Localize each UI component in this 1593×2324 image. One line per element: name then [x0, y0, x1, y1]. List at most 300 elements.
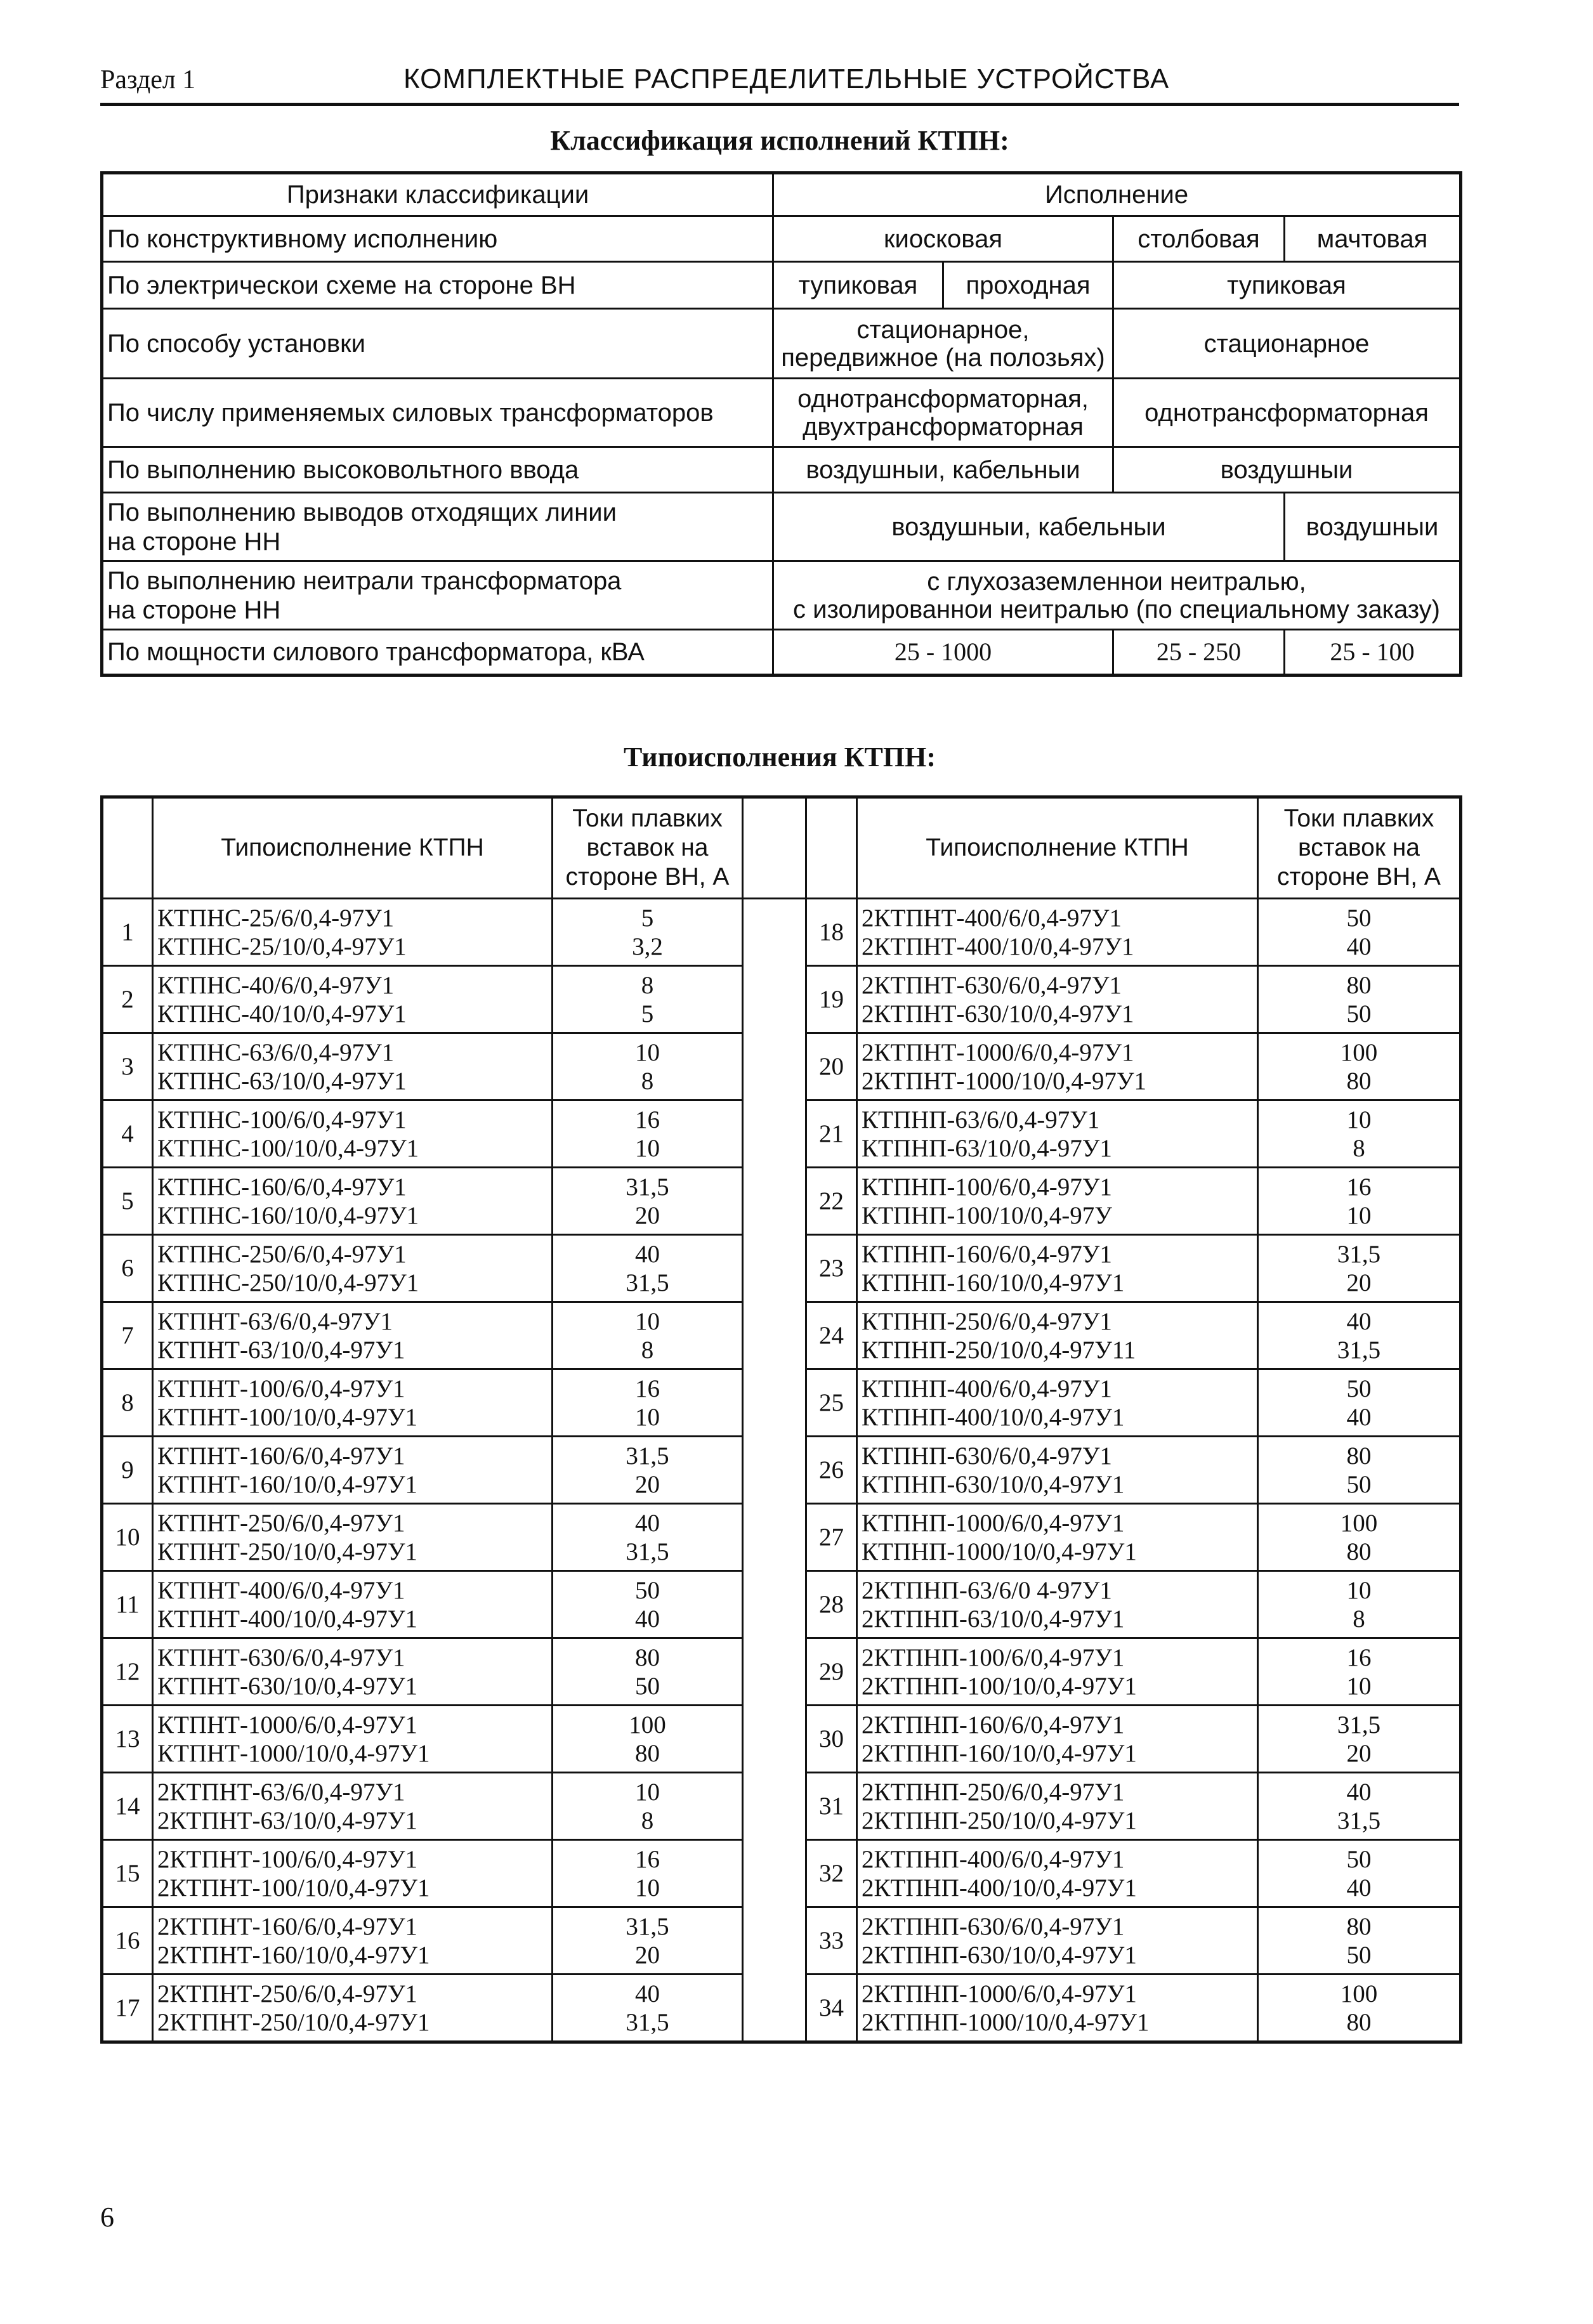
- type-line: 2КТПНТ-160/10/0,4-97У1: [157, 1941, 430, 1969]
- execution-cell: [773, 379, 1113, 447]
- row-number: [102, 966, 153, 1033]
- row-number-text: 18: [819, 918, 844, 946]
- table-row: [102, 1840, 1461, 1907]
- type-cell: [153, 1033, 553, 1100]
- header-line: стороне ВН, А: [565, 863, 730, 891]
- table-row: [102, 1033, 1461, 1100]
- row-number-text: 13: [115, 1725, 140, 1753]
- type-cell: [153, 1235, 553, 1302]
- type-cell: [857, 1437, 1258, 1504]
- table-row: [102, 1168, 1461, 1235]
- current-line: 40: [635, 1240, 660, 1268]
- type-cell: [857, 1302, 1258, 1369]
- section-label: Раздел 1: [100, 65, 196, 95]
- current-line: 50: [1346, 1374, 1372, 1402]
- current-cell: [1258, 1235, 1461, 1302]
- row-number-text: 5: [121, 1187, 134, 1215]
- type-cell: [153, 1100, 553, 1168]
- type-line: 2КТПНП-1000/6/0,4-97У1: [862, 1980, 1137, 2007]
- current-cell: [1258, 966, 1461, 1033]
- type-cell: [153, 1369, 553, 1437]
- execution-line: однотрансформаторная,: [797, 384, 1089, 413]
- current-cell: [1258, 1773, 1461, 1840]
- type-cell: [857, 1840, 1258, 1907]
- execution-cell: однотрансформаторная: [1113, 379, 1461, 447]
- current-line: 31,5: [626, 1269, 669, 1296]
- current-line: 80: [1346, 1912, 1372, 1940]
- execution-cell: 25 - 1000: [773, 630, 1113, 676]
- row-number: [806, 1437, 857, 1504]
- row-number: [102, 1975, 153, 2042]
- row-number-text: 32: [819, 1860, 844, 1887]
- type-line: КТПНП-100/10/0,4-97У: [862, 1201, 1112, 1229]
- column-header-number-left: [102, 797, 153, 899]
- row-number-text: 27: [819, 1524, 844, 1551]
- row-number-text: 23: [819, 1255, 844, 1282]
- row-number: [806, 1840, 857, 1907]
- current-line: 20: [1346, 1269, 1372, 1296]
- feature-line: По выполнению неитрали трансформатора: [107, 566, 622, 595]
- row-number: [806, 966, 857, 1033]
- table-row: [102, 1437, 1461, 1504]
- row-number: [102, 1504, 153, 1571]
- column-gap: [743, 1369, 806, 1437]
- current-cell: [553, 1033, 743, 1100]
- current-cell: [1258, 1840, 1461, 1907]
- table-row: [102, 966, 1461, 1033]
- row-number-text: 34: [819, 1994, 844, 2021]
- row-number-text: 17: [115, 1994, 140, 2021]
- column-gap: [743, 1235, 806, 1302]
- current-cell: [553, 1235, 743, 1302]
- row-number-text: 11: [115, 1591, 140, 1618]
- type-line: КТПНС-25/10/0,4-97У1: [157, 932, 407, 960]
- type-cell: [857, 1907, 1258, 1975]
- row-number: [806, 1100, 857, 1168]
- type-line: КТПНС-40/6/0,4-97У1: [157, 971, 395, 999]
- column-gap: [743, 1302, 806, 1369]
- row-number-text: 14: [115, 1792, 140, 1820]
- header-line: Токи плавких: [572, 805, 723, 832]
- current-cell: [553, 899, 743, 966]
- type-cell: [857, 899, 1258, 966]
- row-number: [102, 1907, 153, 1975]
- row-number: [806, 1235, 857, 1302]
- type-cell: [153, 1638, 553, 1706]
- type-line: КТПНС-40/10/0,4-97У1: [157, 1000, 407, 1028]
- type-line: КТПНП-100/6/0,4-97У1: [862, 1173, 1112, 1201]
- table-row: [102, 561, 1461, 630]
- execution-cell: столбовая: [1113, 216, 1285, 262]
- current-cell: [1258, 1975, 1461, 2042]
- column-header-execution: Исполнение: [773, 173, 1461, 216]
- current-cell: [1258, 1504, 1461, 1571]
- column-gap: [743, 1571, 806, 1638]
- type-line: 2КТПНТ-250/10/0,4-97У1: [157, 2008, 430, 2036]
- feature-label: По конструктивному исполнению: [102, 216, 773, 262]
- current-line: 20: [635, 1941, 660, 1969]
- row-number: [102, 1571, 153, 1638]
- current-line: 31,5: [1337, 1711, 1381, 1739]
- current-line: 100: [1340, 1509, 1378, 1537]
- current-cell: [1258, 1302, 1461, 1369]
- table-row: [102, 1369, 1461, 1437]
- type-line: 2КТПНП-160/10/0,4-97У1: [862, 1739, 1137, 1767]
- current-line: 100: [1340, 1980, 1378, 2007]
- current-line: 80: [1346, 1067, 1372, 1095]
- header-line: стороне ВН, А: [1277, 863, 1441, 891]
- table-row: [102, 630, 1461, 676]
- row-number-text: 9: [121, 1456, 134, 1484]
- type-line: КТПНП-630/10/0,4-97У1: [862, 1470, 1125, 1498]
- column-header-type-right: Типоисполнение КТПН: [857, 797, 1258, 899]
- current-line: 20: [635, 1201, 660, 1229]
- row-number-text: 4: [121, 1120, 134, 1147]
- row-number: [102, 1100, 153, 1168]
- current-cell: [553, 1437, 743, 1504]
- current-line: 31,5: [626, 1442, 669, 1470]
- type-line: 2КТПНТ-100/10/0,4-97У1: [157, 1874, 430, 1902]
- column-header-number-right: [806, 797, 857, 899]
- type-cell: [153, 1773, 553, 1840]
- table-row: [102, 262, 1461, 309]
- current-line: 10: [1346, 1576, 1372, 1604]
- current-line: 50: [1346, 1941, 1372, 1969]
- current-line: 5: [641, 1000, 654, 1028]
- header-line: вставок на: [1298, 834, 1420, 861]
- current-cell: [553, 1907, 743, 1975]
- current-line: 50: [1346, 1470, 1372, 1498]
- row-number: [102, 1369, 153, 1437]
- current-line: 10: [1346, 1106, 1372, 1133]
- row-number: [806, 1571, 857, 1638]
- current-line: 8: [641, 1806, 654, 1834]
- type-cell: [153, 1975, 553, 2042]
- current-line: 10: [635, 1307, 660, 1335]
- row-number: [806, 1706, 857, 1773]
- type-line: КТПНТ-250/10/0,4-97У1: [157, 1537, 417, 1565]
- type-line: КТПНТ-63/10/0,4-97У1: [157, 1336, 405, 1364]
- type-line: КТПНП-1000/6/0,4-97У1: [862, 1509, 1125, 1537]
- column-header-type-left: Типоисполнение КТПН: [153, 797, 553, 899]
- row-number: [806, 1773, 857, 1840]
- current-line: 50: [635, 1672, 660, 1700]
- type-line: 2КТПНТ-400/6/0,4-97У1: [862, 904, 1122, 932]
- type-line: КТПНП-400/10/0,4-97У1: [862, 1403, 1125, 1431]
- type-line: КТПНС-250/10/0,4-97У1: [157, 1269, 419, 1296]
- current-line: 20: [635, 1470, 660, 1498]
- current-line: 8: [641, 1067, 654, 1095]
- row-number: [102, 1706, 153, 1773]
- page-number: 6: [100, 2202, 114, 2233]
- current-line: 31,5: [626, 1537, 669, 1565]
- current-line: 16: [635, 1374, 660, 1402]
- current-cell: [553, 1369, 743, 1437]
- current-line: 40: [1346, 1403, 1372, 1431]
- execution-cell: воздушныи: [1113, 447, 1461, 493]
- table-row: [102, 1638, 1461, 1706]
- column-gap: [743, 1638, 806, 1706]
- row-number: [806, 899, 857, 966]
- row-number: [102, 1168, 153, 1235]
- current-line: 16: [635, 1845, 660, 1873]
- column-gap: [743, 1168, 806, 1235]
- current-line: 31,5: [1337, 1336, 1381, 1364]
- table-header-row: [102, 797, 1461, 899]
- type-line: 2КТПНП-630/10/0,4-97У1: [862, 1941, 1137, 1969]
- header-line: Токи плавких: [1283, 805, 1434, 832]
- type-line: КТПНП-630/6/0,4-97У1: [862, 1442, 1112, 1470]
- type-line: 2КТПНП-400/6/0,4-97У1: [862, 1845, 1125, 1873]
- table-row: [102, 1100, 1461, 1168]
- row-number-text: 3: [121, 1053, 134, 1080]
- current-line: 40: [635, 1605, 660, 1633]
- row-number-text: 28: [819, 1591, 844, 1618]
- page-header: [100, 58, 1459, 106]
- current-line: 80: [1346, 1537, 1372, 1565]
- type-line: КТПНС-25/6/0,4-97У1: [157, 904, 395, 932]
- type-cell: [153, 1168, 553, 1235]
- current-line: 8: [1353, 1605, 1365, 1633]
- type-line: 2КТПНТ-63/10/0,4-97У1: [157, 1806, 417, 1834]
- feature-label: [102, 493, 773, 561]
- type-line: 2КТПНП-250/10/0,4-97У1: [862, 1806, 1137, 1834]
- type-line: 2КТПНП-250/6/0,4-97У1: [862, 1778, 1125, 1806]
- current-cell: [553, 1302, 743, 1369]
- current-cell: [553, 1504, 743, 1571]
- type-line: КТПНС-160/10/0,4-97У1: [157, 1201, 419, 1229]
- type-line: 2КТПНТ-100/6/0,4-97У1: [157, 1845, 417, 1873]
- current-cell: [553, 1975, 743, 2042]
- row-number-text: 21: [819, 1120, 844, 1147]
- type-line: КТПНТ-160/6/0,4-97У1: [157, 1442, 405, 1470]
- table-row: [102, 1302, 1461, 1369]
- type-cell: [857, 1638, 1258, 1706]
- current-cell: [1258, 1437, 1461, 1504]
- type-line: 2КТПНТ-1000/6/0,4-97У1: [862, 1038, 1134, 1066]
- row-number-text: 29: [819, 1658, 844, 1685]
- type-cell: [857, 1706, 1258, 1773]
- type-line: КТПНТ-400/10/0,4-97У1: [157, 1605, 417, 1633]
- row-number-text: 16: [115, 1927, 140, 1954]
- current-line: 40: [1346, 932, 1372, 960]
- row-number-text: 19: [819, 986, 844, 1013]
- execution-line: с изолированнои неитралью (по специальному заказу): [793, 595, 1440, 623]
- row-number-text: 15: [115, 1860, 140, 1887]
- current-cell: [553, 1638, 743, 1706]
- execution-cell: проходная: [943, 262, 1113, 309]
- execution-cell: воздушныи, кабельныи: [773, 493, 1285, 561]
- current-line: 31,5: [1337, 1240, 1381, 1268]
- type-line: 2КТПНП-1000/10/0,4-97У1: [862, 2008, 1150, 2036]
- current-line: 10: [1346, 1201, 1372, 1229]
- variants-table: [100, 795, 1462, 2044]
- row-number: [102, 1302, 153, 1369]
- row-number: [102, 1437, 153, 1504]
- table-row: [102, 1235, 1461, 1302]
- type-line: КТПНП-400/6/0,4-97У1: [862, 1374, 1112, 1402]
- execution-cell: тупиковая: [773, 262, 943, 309]
- execution-cell: тупиковая: [1113, 262, 1461, 309]
- type-cell: [857, 1975, 1258, 2042]
- column-header-current-right: [1258, 797, 1461, 899]
- row-number: [102, 1235, 153, 1302]
- feature-label: По числу применяемых силовых трансформаторов: [102, 379, 773, 447]
- row-number-text: 22: [819, 1187, 844, 1215]
- column-gap: [743, 1437, 806, 1504]
- current-cell: [553, 1706, 743, 1773]
- row-number-text: 8: [121, 1389, 134, 1416]
- type-line: 2КТПНТ-250/6/0,4-97У1: [157, 1980, 417, 2007]
- type-cell: [153, 1504, 553, 1571]
- table-row: [102, 899, 1461, 966]
- execution-line: передвижное (на полозьях): [781, 343, 1105, 372]
- type-line: 2КТПНТ-1000/10/0,4-97У1: [862, 1067, 1146, 1095]
- type-line: КТПНТ-100/6/0,4-97У1: [157, 1374, 405, 1402]
- column-gap: [743, 1975, 806, 2042]
- row-number-text: 26: [819, 1456, 844, 1484]
- row-number: [806, 1369, 857, 1437]
- column-gap: [743, 797, 806, 899]
- current-line: 80: [1346, 1442, 1372, 1470]
- type-line: КТПНТ-100/10/0,4-97У1: [157, 1403, 417, 1431]
- feature-line: на стороне НН: [107, 596, 281, 624]
- type-cell: [857, 1571, 1258, 1638]
- current-line: 31,5: [626, 1912, 669, 1940]
- type-cell: [153, 1840, 553, 1907]
- column-gap: [743, 1840, 806, 1907]
- variants-caption: Типоисполнения КТПН:: [623, 741, 936, 773]
- current-cell: [1258, 1369, 1461, 1437]
- column-gap: [743, 1773, 806, 1840]
- current-line: 8: [641, 971, 654, 999]
- type-cell: [857, 1235, 1258, 1302]
- column-gap: [743, 1504, 806, 1571]
- type-cell: [857, 1168, 1258, 1235]
- column-gap: [743, 1706, 806, 1773]
- column-header-current-left: [553, 797, 743, 899]
- current-line: 50: [1346, 1845, 1372, 1873]
- current-cell: [1258, 1168, 1461, 1235]
- current-line: 8: [641, 1336, 654, 1364]
- current-cell: [553, 1773, 743, 1840]
- row-number: [102, 1840, 153, 1907]
- row-number: [806, 1302, 857, 1369]
- type-cell: [857, 1100, 1258, 1168]
- type-cell: [153, 1706, 553, 1773]
- table-row: [102, 1975, 1461, 2042]
- row-number-text: 33: [819, 1927, 844, 1954]
- table-row: [102, 1907, 1461, 1975]
- feature-label: По способу установки: [102, 309, 773, 379]
- type-line: КТПНП-250/6/0,4-97У1: [862, 1307, 1112, 1335]
- feature-label: По электрическои схеме на стороне ВН: [102, 262, 773, 309]
- current-line: 10: [635, 1134, 660, 1162]
- table-row: [102, 447, 1461, 493]
- type-cell: [857, 966, 1258, 1033]
- table-row: [102, 1504, 1461, 1571]
- type-line: КТПНП-63/10/0,4-97У1: [862, 1134, 1112, 1162]
- current-line: 3,2: [632, 932, 663, 960]
- row-number-text: 1: [121, 918, 134, 946]
- type-line: КТПНТ-250/6/0,4-97У1: [157, 1509, 405, 1537]
- current-line: 100: [629, 1711, 666, 1739]
- type-cell: [857, 1033, 1258, 1100]
- type-line: 2КТПНТ-630/6/0,4-97У1: [862, 971, 1122, 999]
- column-header-features: Признаки классификации: [102, 173, 773, 216]
- current-line: 5: [641, 904, 654, 932]
- type-line: КТПНС-63/10/0,4-97У1: [157, 1067, 407, 1095]
- execution-cell: воздушныи: [1285, 493, 1461, 561]
- classification-caption: Классификация исполнений КТПН:: [550, 125, 1009, 156]
- type-cell: [857, 1504, 1258, 1571]
- current-line: 80: [635, 1739, 660, 1767]
- classification-table: [100, 171, 1462, 677]
- type-cell: [153, 1907, 553, 1975]
- column-gap: [743, 1033, 806, 1100]
- type-line: КТПНС-160/6/0,4-97У1: [157, 1173, 407, 1201]
- header-line: вставок на: [586, 834, 709, 861]
- type-line: КТПНП-63/6/0,4-97У1: [862, 1106, 1100, 1133]
- row-number-text: 20: [819, 1053, 844, 1080]
- row-number-text: 24: [819, 1322, 844, 1349]
- type-line: 2КТПНП-100/6/0,4-97У1: [862, 1643, 1125, 1671]
- type-line: 2КТПНП-100/10/0,4-97У1: [862, 1672, 1137, 1700]
- current-cell: [1258, 1571, 1461, 1638]
- current-line: 80: [635, 1643, 660, 1671]
- current-line: 16: [635, 1106, 660, 1133]
- current-line: 10: [635, 1403, 660, 1431]
- row-number: [806, 1033, 857, 1100]
- feature-label: По мощности силового трансформатора, кВА: [102, 630, 773, 676]
- row-number-text: 25: [819, 1389, 844, 1416]
- type-cell: [153, 1437, 553, 1504]
- feature-label: [102, 561, 773, 630]
- row-number: [102, 1033, 153, 1100]
- type-cell: [153, 966, 553, 1033]
- execution-cell: киосковая: [773, 216, 1113, 262]
- type-cell: [857, 1773, 1258, 1840]
- type-line: 2КТПНТ-63/6/0,4-97У1: [157, 1778, 405, 1806]
- type-line: КТПНП-1000/10/0,4-97У1: [862, 1537, 1137, 1565]
- current-line: 40: [1346, 1778, 1372, 1806]
- current-cell: [553, 1100, 743, 1168]
- type-line: КТПНП-160/6/0,4-97У1: [862, 1240, 1112, 1268]
- type-line: КТПНП-250/10/0,4-97У11: [862, 1336, 1136, 1364]
- type-line: 2КТПНТ-400/10/0,4-97У1: [862, 932, 1134, 960]
- type-line: КТПНТ-63/6/0,4-97У1: [157, 1307, 393, 1335]
- feature-line: на стороне НН: [107, 527, 281, 556]
- type-line: КТПНТ-1000/10/0,4-97У1: [157, 1739, 430, 1767]
- current-line: 40: [1346, 1307, 1372, 1335]
- current-cell: [1258, 1638, 1461, 1706]
- current-cell: [1258, 1100, 1461, 1168]
- table-row: [102, 309, 1461, 379]
- row-number: [806, 1504, 857, 1571]
- type-line: КТПНС-100/10/0,4-97У1: [157, 1134, 419, 1162]
- current-line: 31,5: [626, 1173, 669, 1201]
- type-line: 2КТПНП-630/6/0,4-97У1: [862, 1912, 1125, 1940]
- execution-line: двухтрансформаторная: [803, 412, 1084, 441]
- current-line: 50: [635, 1576, 660, 1604]
- type-cell: [153, 1302, 553, 1369]
- row-number-text: 2: [121, 986, 134, 1013]
- current-line: 10: [635, 1038, 660, 1066]
- type-line: КТПНТ-1000/6/0,4-97У1: [157, 1711, 417, 1739]
- execution-cell: [773, 561, 1461, 630]
- type-line: КТПНП-160/10/0,4-97У1: [862, 1269, 1125, 1296]
- table-row: [102, 1706, 1461, 1773]
